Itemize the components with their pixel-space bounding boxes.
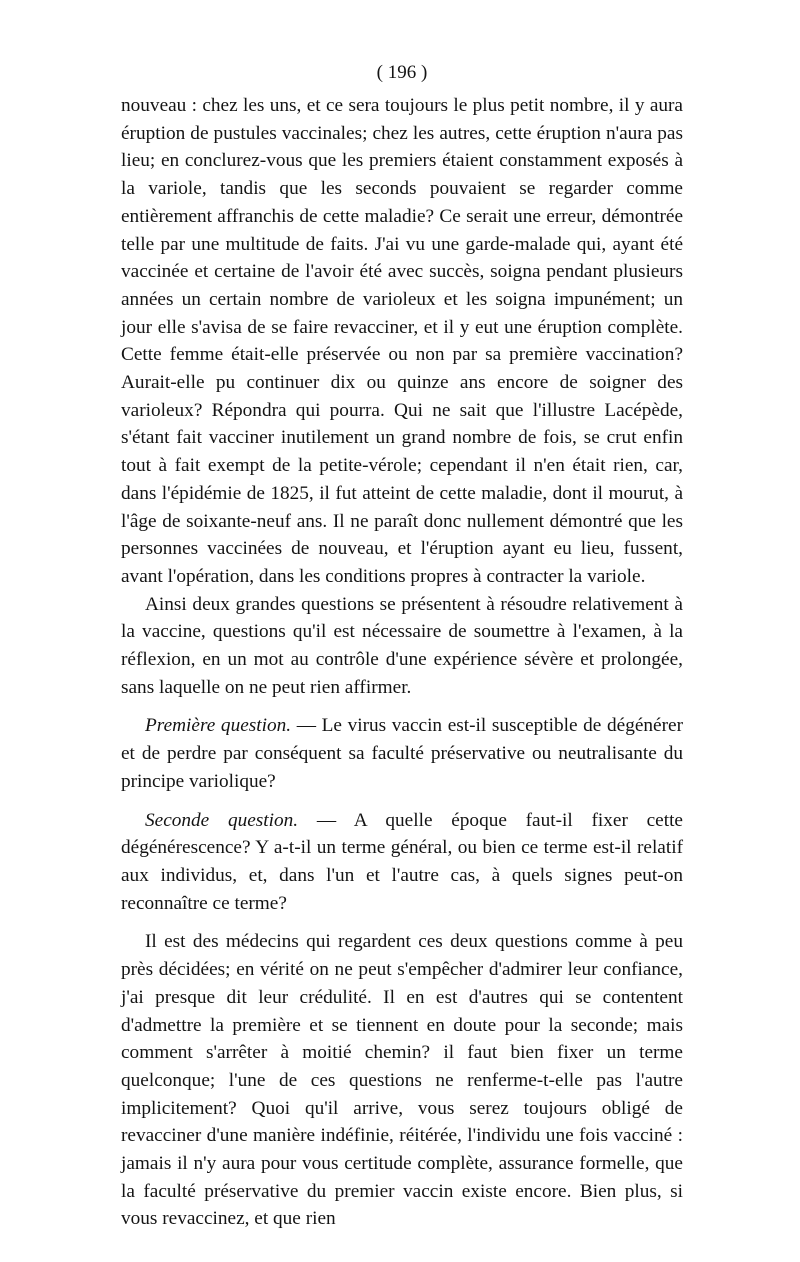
paragraph-text: — A quelle époque faut-il fixer cette dégénérescence? Y a-t-il un terme général, ou bien ce terme est-il relatif aux individus, et, dans l'un et l'autre cas, à quels signes peut-on reconnaître ce terme? (121, 809, 683, 914)
paragraph-text: — Le virus vaccin est-il susceptible de dégénérer et de perdre par conséquent sa faculté préservative ou neutralisante du principe variolique? (121, 715, 683, 792)
page-number: ( 196 ) (376, 62, 428, 83)
paragraph-first-question (121, 712, 683, 795)
paragraph-text: nouveau : chez les uns, et ce sera toujours le plus petit nombre, il y aura éruption de pustules vaccinales; chez les autres, cette éruption n'aura pas lieu; en conclurez-vous que les premiers étaient constamment exposés à la variole, tandis que les seconds pouvaient se regarder comme entièrement affranchis de cette maladie? Ce serait une erreur, démontrée telle par une multitude de faits. J'ai vu une garde-malade qui, ayant été vaccinée et certaine de l'avoir été avec succès, soigna pendant plusieurs années un certain nombre de varioleux et les soigna impunément; un jour elle s'avisa de se faire revacciner, et il y eut une éruption complète. Cette femme était-elle préservée ou non par sa première vaccination? Aurait-elle pu continuer dix ou quinze ans encore de soigner des varioleux? Répondra qui pourra. Qui ne sait que l'illustre Lacépède, s'étant fait vacciner inutilement un grand nombre de fois, se crut enfin tout à fait exempt de la petite-vérole; cependant il n'en était rien, car, dans l'épidémie de 1825, il fut atteint de cette maladie, dont il mourut, à l'âge de soixante-neuf ans. Il ne paraît donc nullement démontré que les personnes vaccinées de nouveau, et l'éruption ayant eu lieu, fussent, avant l'opération, dans les conditions propres à contracter la variole. (121, 95, 683, 587)
question-label: Première question. (145, 715, 292, 737)
paragraph-continuation (121, 92, 683, 591)
paragraph-text: Il est des médecins qui regardent ces deux questions comme à peu près décidées; en vérité on ne peut s'empêcher d'admirer leur confiance, j'ai presque dit leur crédulité. Il en est d'autres qui se contentent d'admettre la première et se tiennent en doute pour la seconde; mais comment s'arrêter à moitié chemin? il faut bien fixer un terme quelconque; l'une de ces questions ne renferme-t-elle pas l'autre implicitement? Quoi qu'il arrive, vous serez toujours obligé de revacciner d'une manière indéfinie, réitérée, l'individu une fois vacciné : jamais il n'y aura pour vous certitude complète, assurance formelle, que la faculté préservative du premier vaccin existe encore. Bien plus, si vous revaccinez, et que rien (121, 931, 683, 1230)
paragraph-physicians (121, 928, 683, 1233)
paragraph-two-questions (121, 591, 683, 702)
question-label: Seconde question. (145, 809, 299, 831)
book-page (121, 62, 683, 1233)
paragraph-text: Ainsi deux grandes questions se présentent à résoudre relativement à la vaccine, questions qu'il est nécessaire de soumettre à l'examen, à la réflexion, en un mot au contrôle d'une expérience sévère et prolongée, sans laquelle on ne peut rien affirmer. (121, 593, 683, 698)
paragraph-second-question (121, 807, 683, 918)
